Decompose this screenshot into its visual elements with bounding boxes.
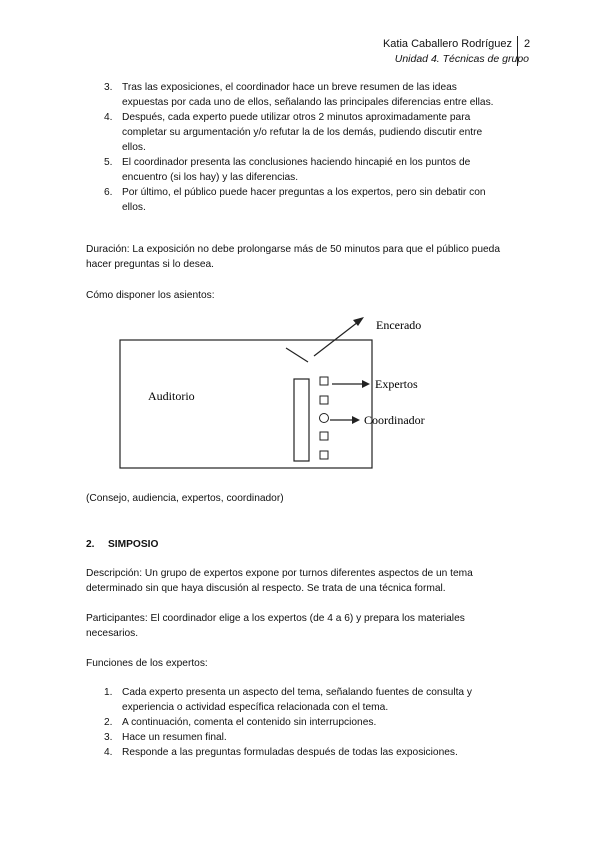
list-item xyxy=(104,155,504,185)
list-item-text: Después, cada experto puede utilizar otros 2 minutos aproximadamente para completar su argumentación y/o refutar la de los demás, pudiendo discutir entre ellos. xyxy=(122,112,483,153)
seating-heading: Cómo disponer los asientos: xyxy=(86,290,215,301)
coordinator-seat xyxy=(320,414,329,423)
steps-list xyxy=(104,80,504,215)
expertos-arrowhead xyxy=(362,380,370,388)
page-number: 2 xyxy=(524,38,531,50)
label-expertos: Expertos xyxy=(375,377,418,391)
diagram-caption: (Consejo, audiencia, expertos, coordinador) xyxy=(86,493,284,504)
list-item-text: A continuación, comenta el contenido sin interrupciones. xyxy=(122,717,377,728)
list-item-number: 5. xyxy=(104,157,113,168)
section-title: SIMPOSIO xyxy=(108,539,159,550)
room-outline xyxy=(120,340,372,468)
list-item xyxy=(104,685,504,715)
list-item xyxy=(104,185,504,215)
expert-seat xyxy=(320,451,328,459)
coordinador-arrowhead xyxy=(352,416,360,424)
header-author: Katia Caballero Rodríguez xyxy=(382,38,512,50)
blackboard-line xyxy=(286,348,308,362)
section-heading xyxy=(86,539,158,550)
expert-seat xyxy=(320,396,328,404)
participants-paragraph: Participantes: El coordinador elige a los expertos (de 4 a 6) y prepara los materiales necesarios. xyxy=(86,613,465,639)
list-item-number: 6. xyxy=(104,187,113,198)
list-item-number: 3. xyxy=(104,732,113,743)
header-unit: Unidad 4. Técnicas de grupo xyxy=(394,53,529,65)
list-item-number: 4. xyxy=(104,747,113,758)
label-auditorio: Auditorio xyxy=(148,389,195,403)
duration-paragraph: Duración: La exposición no debe prolongarse más de 50 minutos para que el público pueda hacer preguntas si lo desea. xyxy=(86,244,501,270)
list-item-text: Responde a las preguntas formuladas después de todas las exposiciones. xyxy=(122,747,458,758)
list-item-number: 3. xyxy=(104,82,113,93)
list-item xyxy=(104,745,504,760)
description-paragraph: Descripción: Un grupo de expertos expone por turnos diferentes aspectos de un tema determinado sin que haya discusión al respecto. Se trata de una técnica formal. xyxy=(86,568,473,594)
list-item-text: Cada experto presenta un aspecto del tema, señalando fuentes de consulta y experiencia o actividad específica relacionada con el tema. xyxy=(122,687,473,713)
encerado-arrow-line xyxy=(314,322,358,356)
label-encerado: Encerado xyxy=(376,318,422,332)
list-item-number: 4. xyxy=(104,112,113,123)
list-item xyxy=(104,730,504,745)
list-item xyxy=(104,110,504,155)
list-item-text: Tras las exposiciones, el coordinador hace un breve resumen de las ideas expuestas por cada uno de ellos, señalando las principales diferencias entre ellas. xyxy=(122,82,494,108)
functions-heading: Funciones de los expertos: xyxy=(86,658,208,669)
list-item-text: El coordinador presenta las conclusiones haciendo hincapié en los puntos de encuentro (si los hay) y las diferencias. xyxy=(122,157,471,183)
experts-table xyxy=(294,379,309,461)
label-coordinador: Coordinador xyxy=(364,413,425,427)
list-item xyxy=(104,715,504,730)
functions-list xyxy=(104,685,504,760)
expert-seat xyxy=(320,377,328,385)
list-item-number: 2. xyxy=(104,717,113,728)
list-item-text: Por último, el público puede hacer preguntas a los expertos, pero sin debatir con ellos. xyxy=(122,187,486,213)
list-item-text: Hace un resumen final. xyxy=(122,732,227,743)
list-item xyxy=(104,80,504,110)
seating-diagram xyxy=(118,310,438,470)
list-item-number: 1. xyxy=(104,687,113,698)
expert-seat xyxy=(320,432,328,440)
section-number: 2. xyxy=(86,539,95,550)
